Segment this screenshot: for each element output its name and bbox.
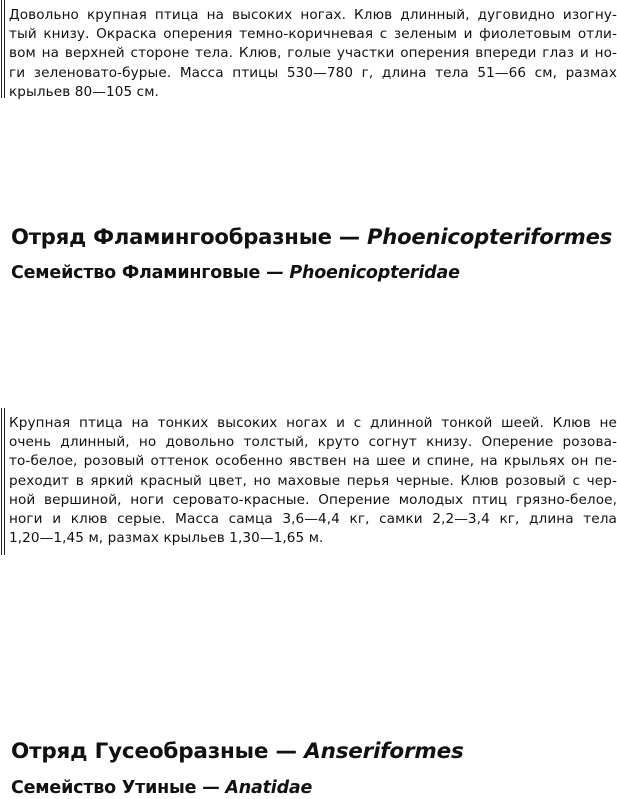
text-line: очень длинный, но довольно толстый, круто согнут книзу. Оперение розова- <box>9 434 617 451</box>
text-line: вом на верхней стороне тела. Клюв, голые участки оперения впереди глаз и но- <box>9 45 617 62</box>
text-line: 1,20—1,45 м, размах крыльев 1,30—1,65 м. <box>9 530 324 547</box>
description-text-2 <box>9 408 617 548</box>
order-heading-flamingos <box>11 224 612 249</box>
order-name-latin: Anseriformes <box>304 739 464 764</box>
text-line: тый книзу. Окраска оперения темно-коричневая с зеленым и фиолетовым отли- <box>9 26 617 43</box>
margin-rule <box>1 0 2 98</box>
margin-rule <box>4 408 5 555</box>
family-name-latin: Anatidae <box>225 778 313 798</box>
order-name-ru: Отряд Гусеобразные — <box>11 739 305 764</box>
family-heading-ducks <box>11 778 312 798</box>
family-heading-flamingos <box>11 263 460 283</box>
family-name-ru: Семейство Утиные — <box>11 778 226 798</box>
text-line: Крупная птица на тонких высоких ногах и с длинной тонкой шеей. Клюв не <box>9 415 617 431</box>
margin-rule <box>1 408 2 555</box>
family-name-latin: Phoenicopteridae <box>289 263 460 283</box>
text-line: крыльев 80—105 см. <box>9 83 159 100</box>
text-line: реходит в яркий красный цвет, но маховые перья черные. Клюв розовый с чер- <box>9 472 617 489</box>
text-line: то-белое, розовый оттенок особенно явствен на шее и спине, на крыльях он пе- <box>9 453 617 470</box>
text-line: Довольно крупная птица на высоких ногах. Клюв длинный, дуговидно изогну- <box>9 7 617 23</box>
description-block-1 <box>0 0 617 98</box>
order-name-latin: Phoenicopteriformes <box>366 224 613 249</box>
description-text-1 <box>9 0 617 102</box>
description-block-2 <box>0 408 617 555</box>
order-name-ru: Отряд Фламингообразные — <box>11 224 367 249</box>
margin-rule <box>4 0 5 98</box>
order-heading-waterfowl <box>11 739 464 764</box>
text-line: ги зеленовато-бурые. Масса птицы 530—780 г, длина тела 51—66 см, размах <box>9 64 617 81</box>
text-line: ноги и клюв серые. Масса самца 3,6—4,4 кг, самки 2,2—3,4 кг, длина тела <box>9 511 617 528</box>
text-line: ной вершиной, ноги серовато-красные. Оперение молодых птиц грязно-белое, <box>9 491 617 508</box>
family-name-ru: Семейство Фламинговые — <box>11 263 290 283</box>
